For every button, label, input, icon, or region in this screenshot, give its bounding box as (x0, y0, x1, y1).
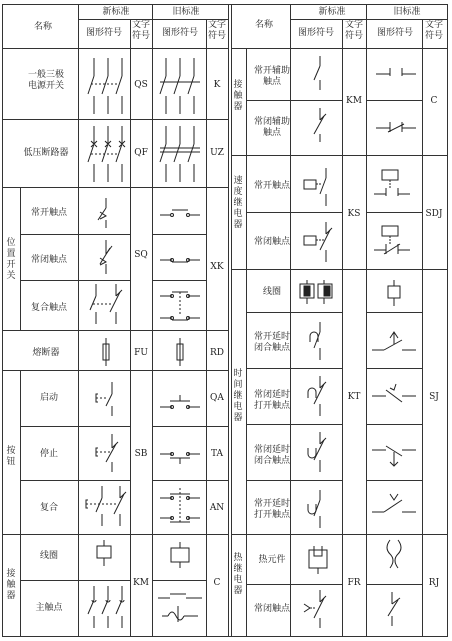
grid-line (366, 584, 422, 585)
time-relay-group-label: 时 间 继 电 器 (233, 369, 243, 423)
position-switch-nc-new-symbol (96, 240, 120, 274)
thermal-relay-new-code: FR (347, 578, 361, 588)
compound-button-new-symbol (84, 486, 128, 526)
left-header-old-std: 旧标准 (172, 7, 200, 17)
grid-line (422, 19, 423, 636)
grid-line (366, 480, 422, 481)
fuse-new-code: FU (134, 348, 148, 358)
time-relay-nc-delay-close: 常闭延时 闭合触点 (253, 445, 290, 466)
no-delay-close-old-symbol (372, 328, 416, 354)
button-start: 启动 (39, 393, 58, 403)
position-switch-new-code: SQ (134, 250, 148, 260)
left-header-old-symbol: 图形符号 (161, 28, 198, 38)
row-three-pole-switch-new-code: QS (134, 80, 148, 90)
position-switch-compound-old-symbol (160, 286, 200, 326)
time-relay-coil: 线圈 (262, 287, 281, 297)
fuse-old-symbol (174, 338, 186, 366)
grid-line (366, 368, 422, 369)
grid-line (231, 534, 447, 535)
grid-line (2, 48, 228, 49)
grid-line (231, 155, 447, 156)
stop-button-old-symbol (160, 444, 200, 464)
grid-line (152, 426, 228, 427)
thermal-relay-group-label: 热 继 电 器 (233, 553, 243, 596)
stop-button-new-symbol (90, 434, 124, 472)
grid-line (366, 100, 422, 101)
contactor-right-group-label: 接 触 器 (233, 80, 243, 112)
contactor-nc-aux-new-symbol (310, 108, 330, 142)
grid-line (366, 4, 367, 636)
grid-line (78, 4, 79, 636)
coil-old-symbol (168, 542, 192, 568)
right-header-old-symbol: 图形符号 (376, 28, 413, 38)
grid-line (206, 19, 207, 636)
grid-line (152, 580, 206, 581)
row-breaker-name: 低压断路器 (23, 148, 69, 158)
speed-relay-new-code: KS (347, 209, 361, 219)
left-header-name: 名称 (33, 22, 52, 32)
contactor-no-aux-old-symbol (376, 64, 416, 80)
thermal-relay-nc-contact: 常闭触点 (253, 604, 290, 614)
breaker-new-symbol (88, 126, 128, 182)
row-three-pole-switch-old-code: K (213, 80, 221, 90)
start-button-old-symbol (160, 395, 200, 411)
grid-line (246, 368, 342, 369)
contactor-nc-aux-contact: 常闭辅助 触点 (253, 117, 290, 138)
grid-line (246, 100, 342, 101)
time-relay-nc-delay-open: 常闭延时 打开触点 (253, 390, 290, 411)
grid-line (228, 4, 229, 636)
grid-line (366, 212, 422, 213)
contactor-main-contact: 主触点 (35, 603, 63, 613)
right-header-new-symbol: 图形符号 (297, 28, 334, 38)
grid-line (366, 312, 422, 313)
nc-delay-open-new-symbol (304, 376, 332, 416)
speed-relay-nc-contact: 常闭触点 (253, 237, 290, 247)
row-three-pole-switch-name: 一般三极 电源开关 (27, 70, 64, 91)
grid-line (246, 424, 342, 425)
time-relay-old-code: SJ (429, 392, 439, 402)
three-pole-switch-new-symbol (88, 58, 128, 114)
thermal-heater-old-symbol (384, 540, 404, 576)
contactor-coil: 线圈 (39, 551, 58, 561)
fuse-old-code: RD (210, 348, 224, 358)
grid-line (152, 4, 153, 636)
button-compound-old-code: AN (209, 503, 225, 513)
position-switch-nc-contact: 常闭触点 (30, 255, 67, 265)
contactor-nc-aux-old-symbol (376, 118, 416, 134)
time-relay-coil-old-symbol (384, 280, 404, 306)
grid-line (231, 48, 447, 49)
nc-delay-close-new-symbol (304, 432, 332, 472)
grid-line (290, 19, 447, 20)
left-header-new-code: 文字 符号 (131, 20, 150, 41)
position-switch-old-code: XK (210, 262, 224, 272)
breaker-old-symbol (160, 126, 200, 182)
right-header-old-code: 文字 符号 (424, 20, 443, 41)
grid-line (342, 19, 343, 636)
grid-line (2, 636, 448, 637)
grid-line (152, 480, 228, 481)
contactor-left-new-code: KM (133, 578, 149, 588)
compound-button-old-symbol (160, 488, 200, 528)
button-compound: 复合 (39, 503, 58, 513)
thermal-heater-new-symbol (306, 546, 330, 574)
start-button-new-symbol (90, 382, 124, 416)
grid-line (20, 370, 21, 636)
grid-line (20, 480, 130, 481)
position-switch-compound-contact: 复合触点 (30, 303, 67, 313)
contactor-left-group-label: 接 触 器 (6, 569, 16, 601)
grid-line (152, 280, 206, 281)
grid-line (246, 312, 342, 313)
grid-line (246, 212, 342, 213)
fuse-new-symbol (100, 338, 112, 366)
grid-line (447, 4, 448, 636)
time-relay-new-code: KT (347, 392, 361, 402)
right-header-name: 名称 (254, 20, 273, 30)
main-contact-new-symbol (88, 586, 128, 628)
grid-line (130, 19, 131, 636)
left-header-old-code: 文字 符号 (207, 20, 226, 41)
grid-line (152, 234, 206, 235)
position-switch-compound-new-symbol (88, 284, 128, 324)
grid-line (231, 4, 232, 636)
coil-new-symbol (94, 540, 114, 566)
contactor-right-new-code: KM (346, 96, 362, 106)
thermal-nc-contact-old-symbol (378, 592, 412, 626)
grid-line (20, 234, 130, 235)
speed-relay-group-label: 速 度 继 电 器 (233, 176, 243, 230)
grid-line (2, 119, 228, 120)
position-switch-group-label: 位 置 开 关 (6, 238, 16, 281)
speed-relay-old-code: SDJ (425, 209, 443, 219)
button-stop: 停止 (39, 449, 58, 459)
main-contact-old-symbol (158, 592, 202, 622)
row-breaker-new-code: QF (134, 148, 148, 158)
right-header-new-code: 文字 符号 (344, 20, 363, 41)
row-breaker-old-code: UZ (210, 148, 224, 158)
contactor-right-old-code: C (430, 96, 438, 106)
three-pole-switch-old-symbol (160, 58, 200, 114)
time-relay-coil-new-symbol (296, 280, 338, 304)
contactor-left-old-code: C (213, 578, 221, 588)
grid-line (231, 269, 447, 270)
no-delay-open-old-symbol (372, 492, 416, 522)
nc-delay-open-old-symbol (372, 380, 416, 410)
left-header-new-symbol: 图形符号 (85, 28, 122, 38)
grid-line (2, 534, 228, 535)
button-new-code: SB (134, 449, 148, 459)
position-switch-no-new-symbol (96, 198, 120, 228)
speed-relay-no-new-symbol (300, 168, 340, 206)
fuse-name: 熔断器 (32, 348, 60, 358)
grid-line (2, 4, 448, 5)
position-switch-no-contact: 常开触点 (30, 208, 67, 218)
speed-relay-nc-old-symbol (374, 224, 414, 264)
thermal-relay-heater: 热元件 (258, 555, 286, 565)
speed-relay-no-contact: 常开触点 (253, 181, 290, 191)
grid-line (20, 280, 130, 281)
grid-line (366, 424, 422, 425)
grid-line (246, 584, 342, 585)
position-switch-no-old-symbol (160, 205, 200, 219)
speed-relay-no-old-symbol (374, 168, 414, 208)
grid-line (20, 580, 130, 581)
time-relay-no-delay-open: 常开延时 打开触点 (253, 499, 290, 520)
grid-line (2, 330, 228, 331)
right-header-old-std: 旧标准 (393, 7, 421, 17)
grid-line (2, 187, 228, 188)
no-delay-open-new-symbol (306, 490, 330, 528)
button-start-old-code: QA (210, 393, 224, 403)
grid-line (290, 4, 291, 636)
grid-line (20, 187, 21, 330)
right-header-new-std: 新标准 (318, 7, 346, 17)
speed-relay-nc-new-symbol (300, 222, 340, 262)
button-stop-old-code: TA (210, 449, 223, 459)
grid-line (2, 370, 228, 371)
grid-line (246, 480, 342, 481)
grid-line (20, 426, 130, 427)
no-delay-close-new-symbol (306, 322, 330, 360)
position-switch-nc-old-symbol (160, 250, 200, 266)
left-header-new-std: 新标准 (102, 7, 130, 17)
time-relay-no-delay-close: 常开延时 闭合触点 (253, 332, 290, 353)
nc-delay-close-old-symbol (372, 438, 416, 468)
contactor-no-aux-new-symbol (310, 56, 330, 90)
thermal-nc-contact-new-symbol (302, 590, 332, 628)
grid-line (246, 48, 247, 636)
thermal-relay-old-code: RJ (428, 578, 440, 588)
grid-line (2, 4, 3, 636)
button-group-label: 按 钮 (6, 446, 16, 467)
contactor-no-aux-contact: 常开辅助 触点 (253, 66, 290, 87)
